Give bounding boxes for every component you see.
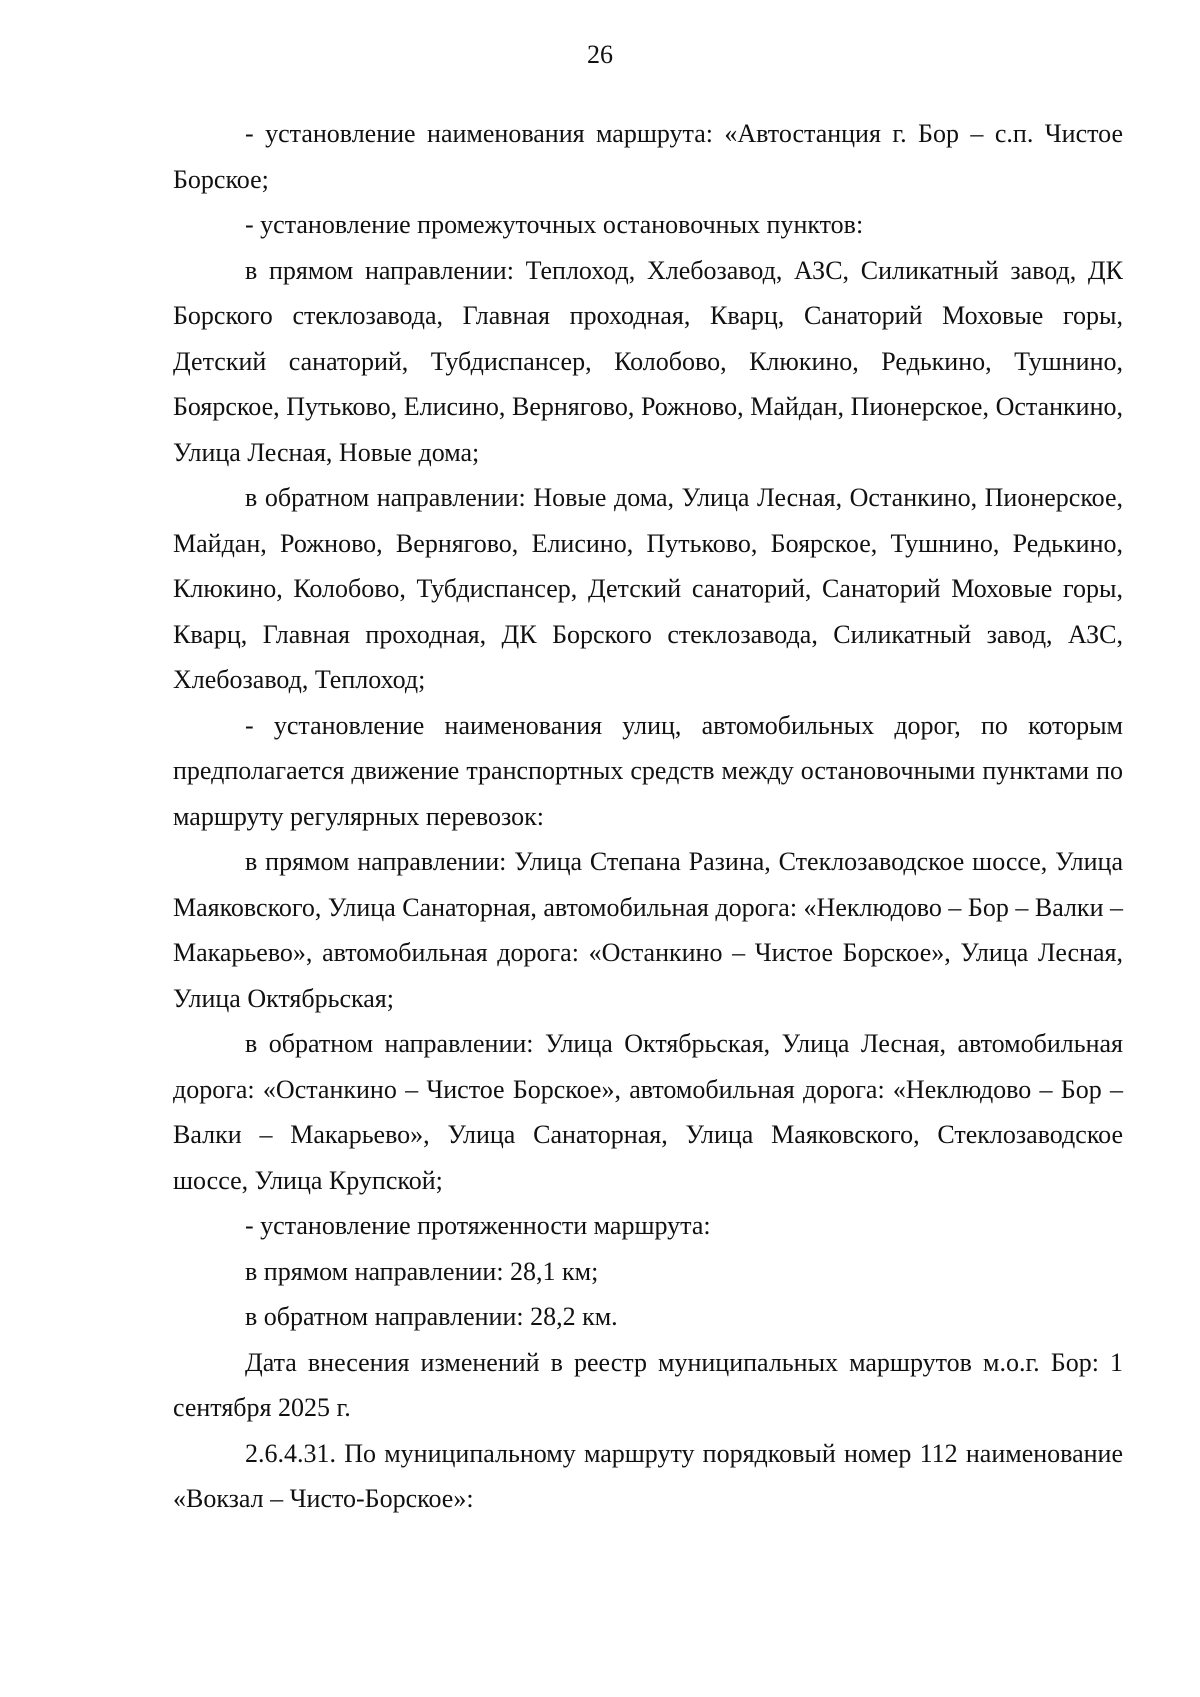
paragraph-route-length-heading: - установление протяженности маршрута: [245,1211,711,1240]
paragraph-route-112: 2.6.4.31. По муниципальному маршруту порядковый номер 112 наименование «Вокзал – Чисто-Борское»: [173,1438,1123,1513]
paragraph-streets-heading: - установление наименования улиц, автомобильных дорог, по которым предполагается движение транспортных средств между остановочными пунктами по маршруту регулярных перевозок: [173,710,1123,831]
document-body [173,111,1123,1522]
paragraph-reverse-length: в обратном направлении: 28,2 км. [245,1302,618,1331]
page-number: 26 [587,40,613,69]
paragraph-registry-date: Дата внесения изменений в реестр муниципальных маршрутов м.о.г. Бор: 1 сентября 2025 г. [173,1347,1123,1422]
paragraph-intermediate-stops-heading: - установление промежуточных остановочных пунктов: [245,210,864,239]
paragraph-route-name: - установление наименования маршрута: «Автостанция г. Бор – с.п. Чистое Борское; [173,119,1123,194]
paragraph-forward-length: в прямом направлении: 28,1 км; [245,1256,599,1286]
paragraph-forward-streets: в прямом направлении: Улица Степана Разина, Стеклозаводское шоссе, Улица Маяковского, Улица Санаторная, автомобильная дорога: «Неклюдово – Бор – Валки – Макарьево», автомобильная дорога: «Останкино – Чистое Борское», Улица Лесная, Улица Октябрьская; [173,847,1123,1013]
paragraph-reverse-stops: в обратном направлении: Новые дома, Улица Лесная, Останкино, Пионерское, Майдан, Рожново, Вернягово, Елисино, Путьково, Боярское, Тушнино, Редькино, Клюкино, Колобово, Тубдиспансер, Детский санаторий, Санаторий Моховые горы, Кварц, Главная проходная, ДК Борского стеклозавода, Силикатный завод, АЗС, Хлебозавод, Теплоход; [173,483,1123,694]
paragraph-reverse-streets: в обратном направлении: Улица Октябрьская, Улица Лесная, автомобильная дорога: «Останкино – Чистое Борское», автомобильная дорога: «Неклюдово – Бор – Валки – Макарьево», Улица Санаторная, Улица Маяковского, Стеклозаводское шоссе, Улица Крупской; [173,1029,1123,1195]
paragraph-forward-stops: в прямом направлении: Теплоход, Хлебозавод, АЗС, Силикатный завод, ДК Борского стеклозавода, Главная проходная, Кварц, Санаторий Моховые горы, Детский санаторий, Тубдиспансер, Колобово, Клюкино, Редькино, Тушнино, Боярское, Путьково, Елисино, Вернягово, Рожново, Майдан, Пионерское, Останкино, Улица Лесная, Новые дома; [173,255,1123,467]
